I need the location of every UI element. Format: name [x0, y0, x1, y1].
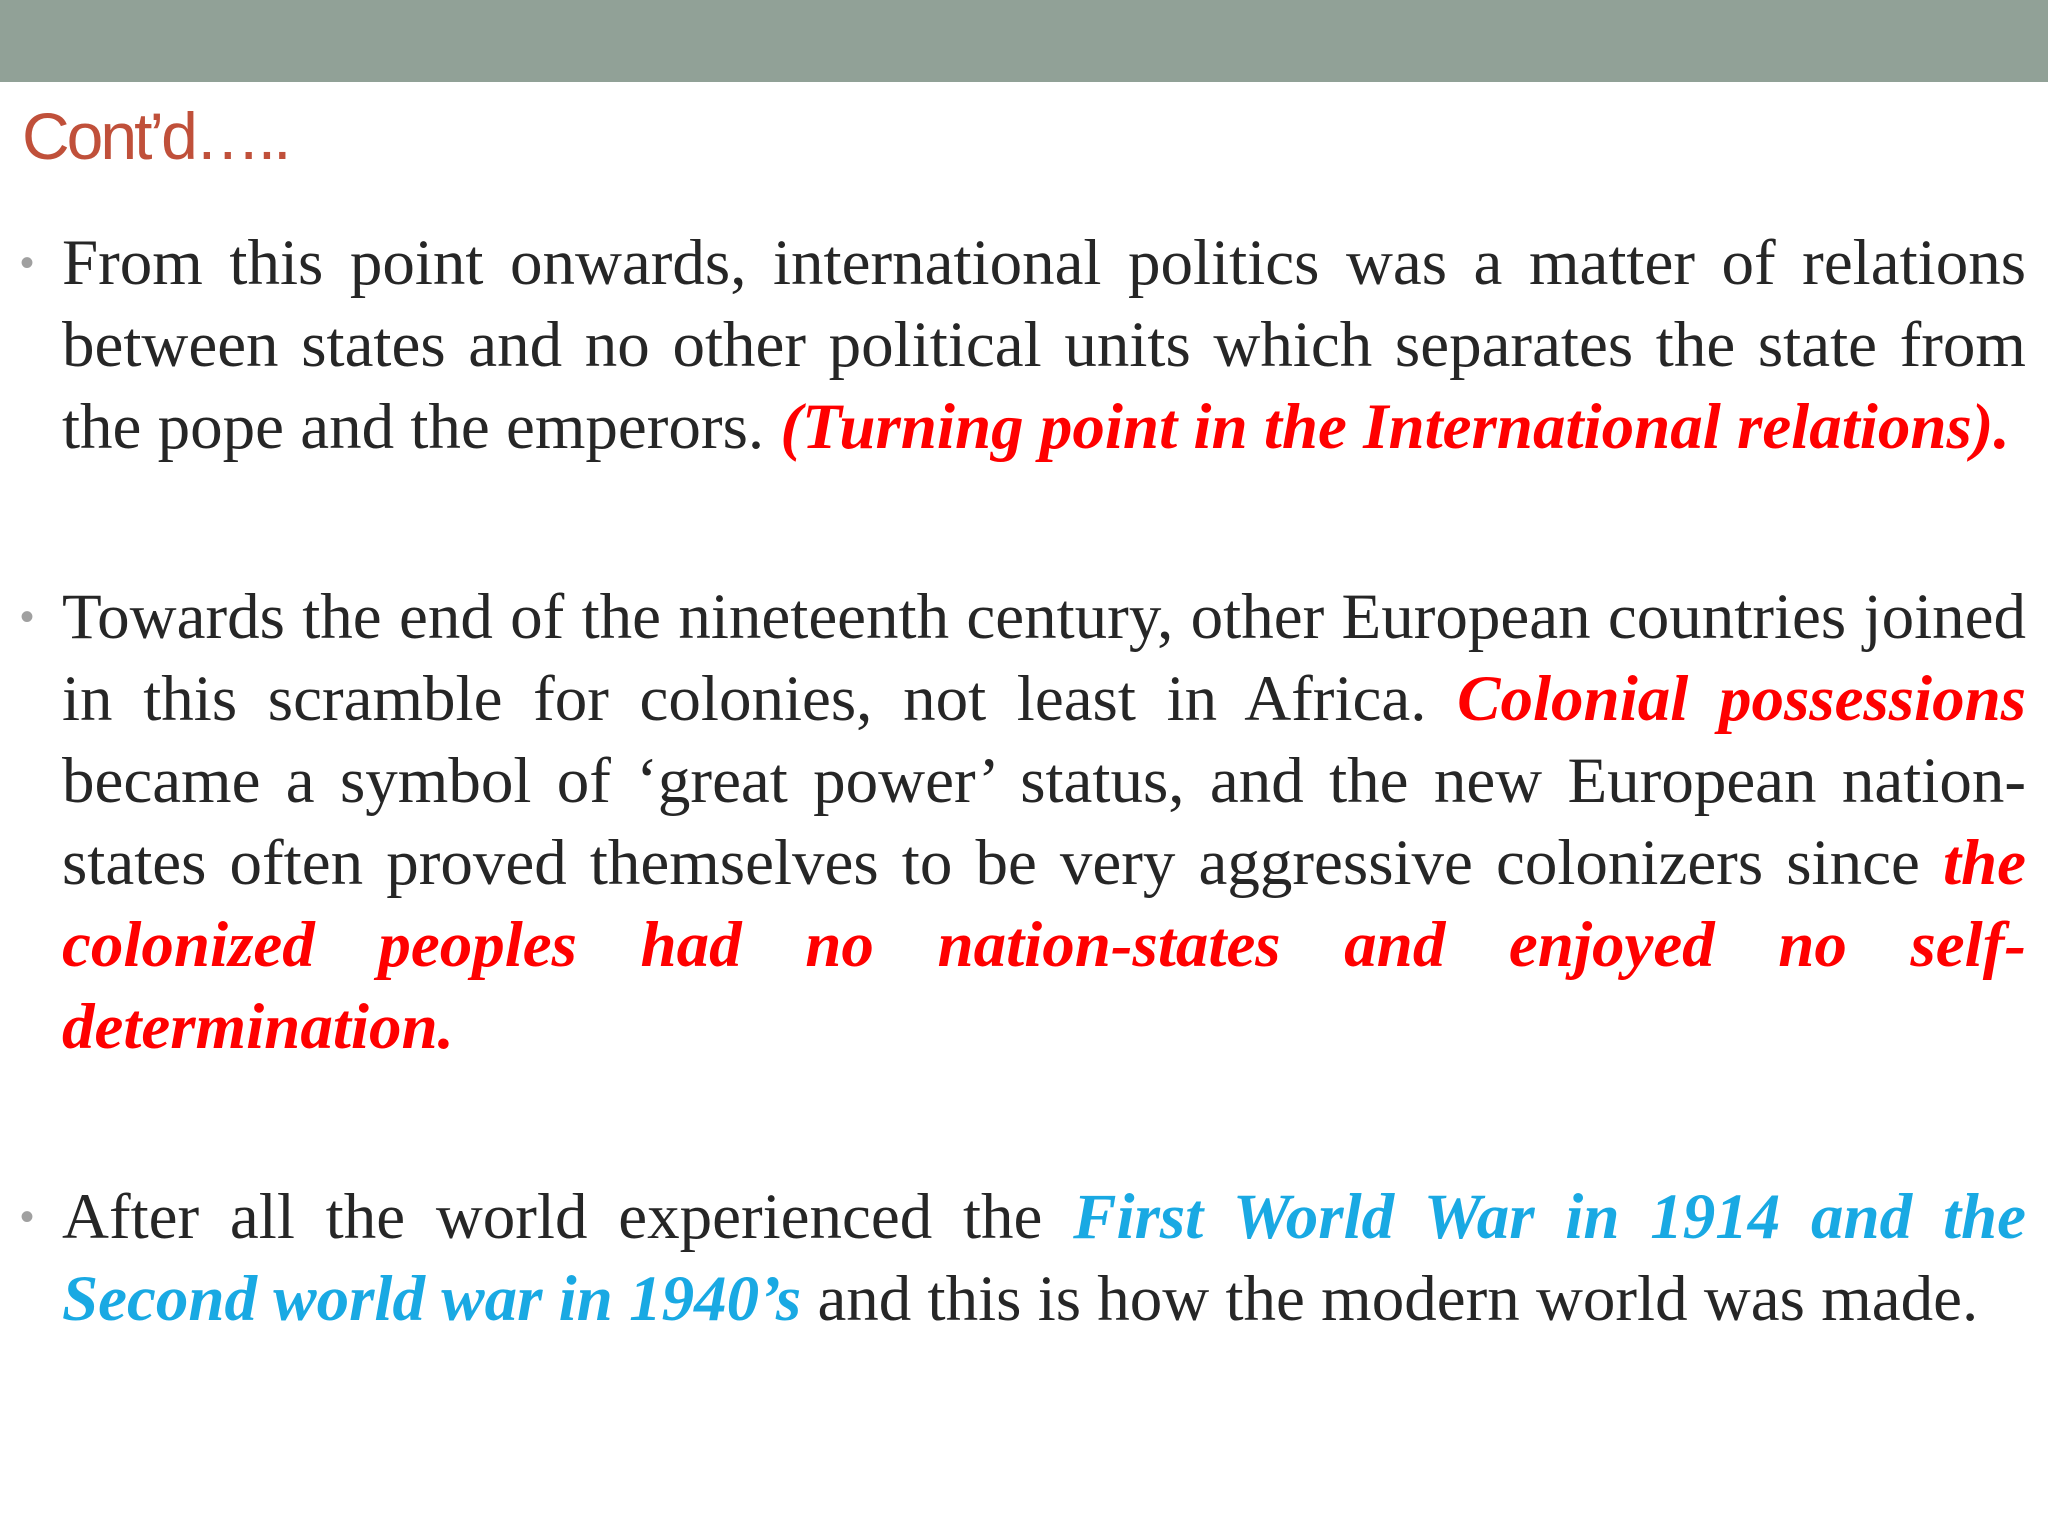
top-accent-band: [0, 0, 2048, 82]
bullet-body-text: From this point onwards, international politics was a matter of relations between states and no other political units which separates the state from the pope and the emperors.: [62, 227, 2026, 463]
bullet-dot-icon: •: [20, 595, 35, 639]
bullet-text: [62, 222, 2026, 468]
bullet-item-westphalia: [20, 222, 2026, 468]
bullet-item-colonies: [20, 576, 2026, 1068]
bullet-item-world-wars: [20, 1176, 2026, 1340]
highlight-blue-text: First World War in 1914 and the Second world war in 1940’s: [62, 1181, 2026, 1335]
bullet-body-text: Towards the end of the nineteenth century, other European countries joined in this scramble for colonies, not least in Africa.: [62, 581, 2026, 735]
bullet-body-text: became a symbol of ‘great power’ status, and the new European nation-states often proved themselves to be very aggressive colonizers since: [62, 745, 2026, 899]
bullet-body-text: and this is how the modern world was made.: [801, 1263, 1979, 1335]
highlight-red-text: Colonial possessions: [1457, 663, 2027, 735]
bullet-dot-icon: •: [20, 241, 35, 285]
bullet-body-text: After all the world experienced the: [62, 1181, 1074, 1253]
bullet-text: [62, 576, 2026, 1068]
bullet-list: [20, 222, 2026, 1340]
bullet-text: [62, 1176, 2026, 1340]
highlight-red-text: the colonized peoples had no nation-states and enjoyed no self-determination.: [62, 827, 2026, 1063]
bullet-dot-icon: •: [20, 1195, 35, 1239]
highlight-red-text: (Turning point in the International relations).: [780, 391, 2010, 463]
slide-title: Cont’d…..: [22, 99, 289, 173]
